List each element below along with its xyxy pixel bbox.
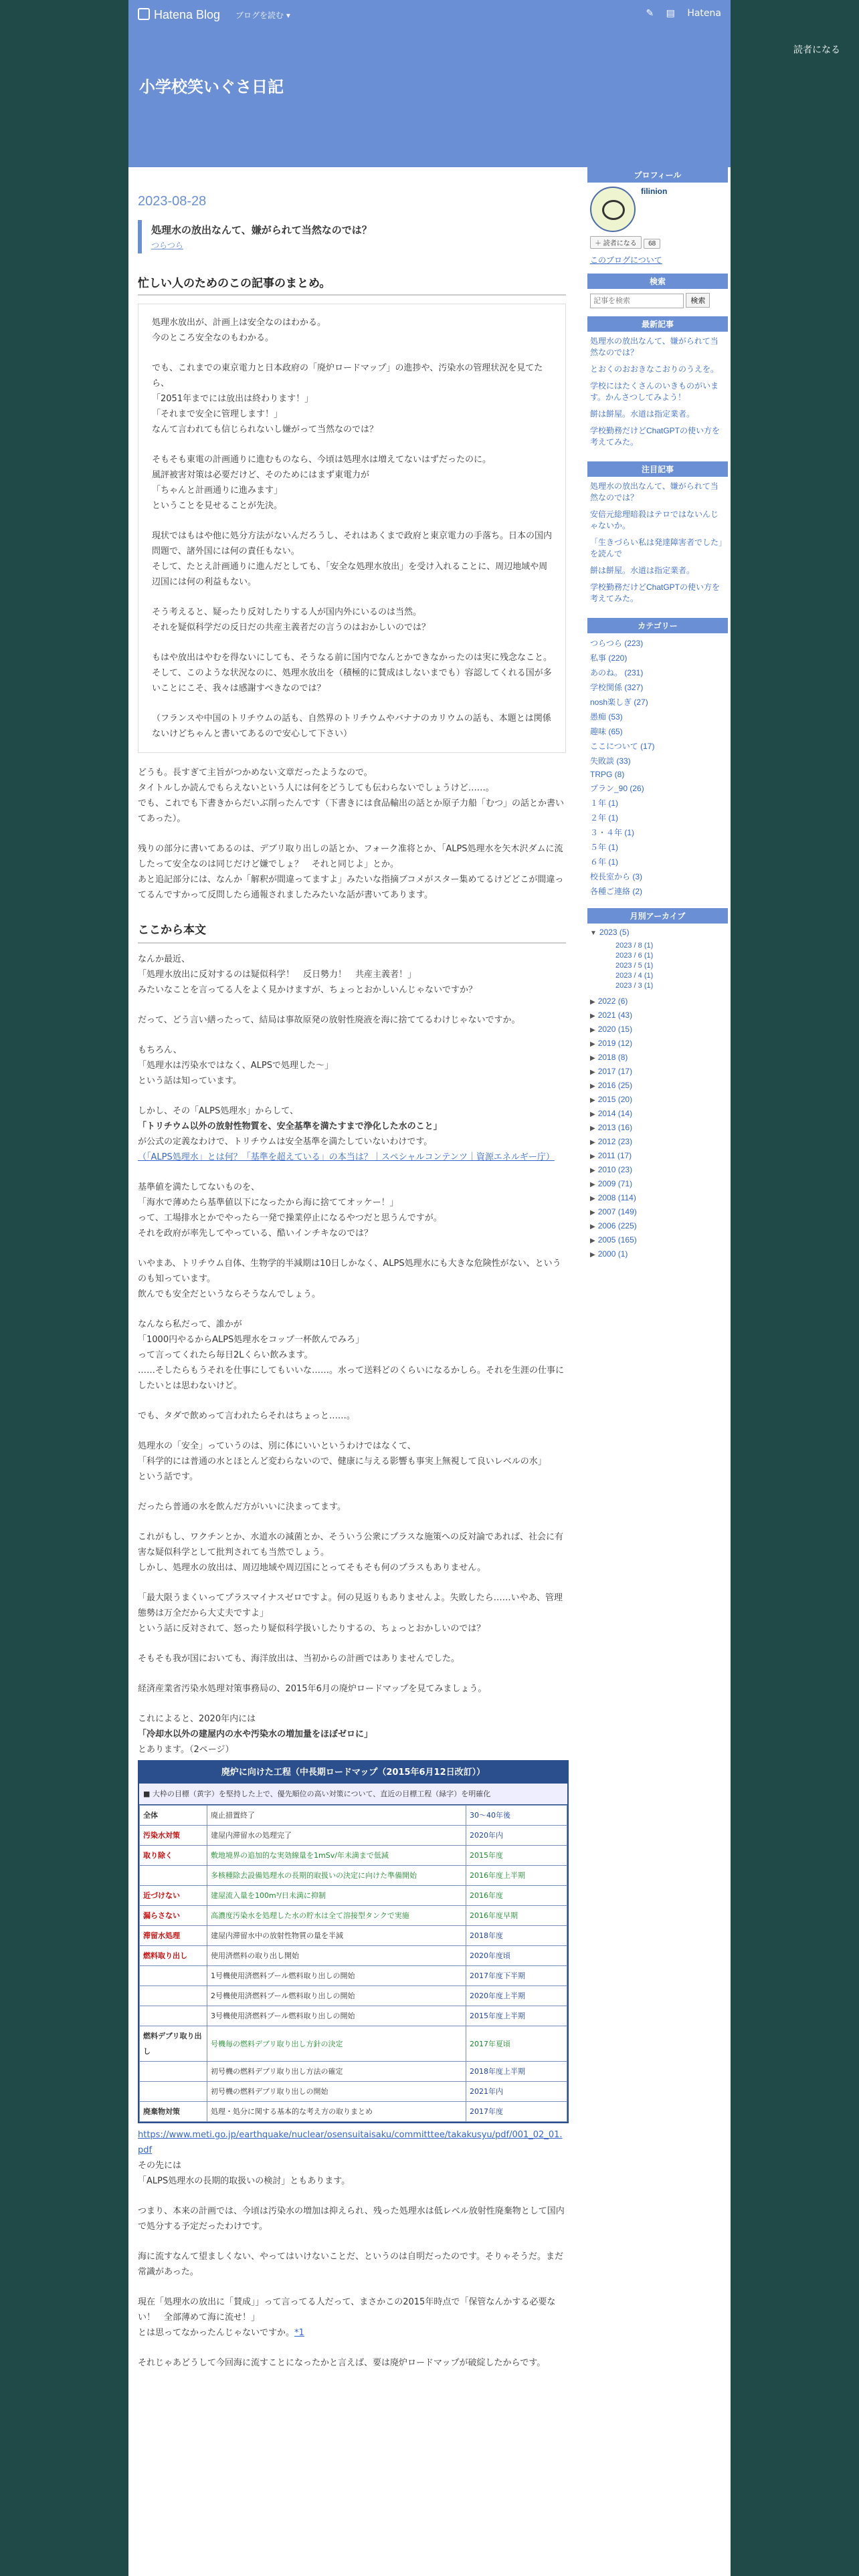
triangle-right-icon: ▶ — [590, 1237, 595, 1245]
category-item[interactable]: 愚痴 (53) — [590, 712, 623, 722]
roadmap-goal-text: 「冷却水以外の建屋内の水や汚染水の増加量をほぼゼロに」 — [138, 1729, 373, 1739]
body-paragraph: どうも。長すぎて主旨がつかめない文章だったようなので。 タイトルしか読んでもらえないという人には何をどうしても伝わらないでしょうけど……。 でも、これでも下書きからだいぶ削ったんです（下書きには食品輸出の話とか原子力船「むつ」の話とか書いてあった）。 — [138, 768, 565, 824]
roadmap-item: 2号機使用済燃料プール燃料取り出しの開始 — [207, 1986, 466, 2006]
triangle-right-icon: ▶ — [590, 1069, 595, 1076]
archive-year-label: 2017 (17) — [597, 1067, 633, 1076]
popular-heading: 注目記事 — [587, 461, 728, 477]
category-list — [587, 633, 728, 908]
recent-item[interactable]: 処理水の放出なんて、嫌がられて当然なのでは？ — [590, 336, 719, 357]
sidebar — [587, 167, 728, 1271]
roadmap-item: 使用済燃料の取り出し開始 — [207, 1946, 466, 1966]
triangle-right-icon: ▶ — [590, 1181, 595, 1188]
roadmap-row — [140, 2006, 567, 2026]
archive-year[interactable] — [590, 1193, 725, 1202]
roadmap-goal — [138, 1727, 566, 1742]
roadmap-section: 滞留水処理 — [140, 1926, 207, 1946]
roadmap-intro: これによると、2020年内には — [138, 1714, 256, 1724]
paragraph-text: 現在「処理水の放出に「賛成」」って言ってる人だって、まさかこの2015年時点で「保管なんかする必要ない！ 全部薄めて海に流せ！」 とは思ってなかったんじゃないですか。 — [138, 2297, 556, 2338]
blog-header — [128, 29, 731, 167]
roadmap-date: 30〜40年後 — [466, 1806, 567, 1826]
archive-year[interactable] — [590, 1235, 725, 1245]
body-paragraph: 残りの部分に書いてあるのは、デブリ取り出しの話とか、フォーク准将とか、「ALPS処理水を矢木沢ダムに流したって安全なのは同じだけど嫌でしょ？ それと同じよ」とか。 あと追記部分には、なんか「解釈が間違ってますよ」みたいな指摘ブコメがスター集めてるけどどこが間違ってるんですかって反問したら通報されましたみたいな話が書いてあります。 — [138, 844, 564, 900]
category-item[interactable]: 失敗談 (33) — [590, 756, 631, 766]
category-item[interactable]: あのね。 (231) — [590, 668, 644, 677]
archive-year[interactable] — [590, 1053, 725, 1062]
popular-item[interactable]: 処理水の放出なんて、嫌がられて当然なのでは？ — [590, 481, 719, 502]
roadmap-row — [140, 2102, 567, 2122]
roadmap-section — [140, 1966, 207, 1986]
recent-list — [587, 332, 728, 461]
archive-year[interactable] — [590, 1179, 725, 1188]
footnote-link[interactable]: *1 — [294, 2328, 304, 2338]
roadmap-date: 2021年内 — [466, 2082, 567, 2102]
archive-year[interactable] — [590, 1207, 725, 1216]
category-item[interactable]: ２年 (1) — [590, 813, 619, 823]
category-item[interactable]: プラン_90 (26) — [590, 784, 644, 793]
subscribe-side-button[interactable]: 読者になる — [793, 44, 840, 55]
hatena-blog-mark-icon — [138, 8, 150, 20]
body-paragraph: なんか最近、 「処理水放出に反対するのは疑似科学！ 反日勢力！ 共産主義者！」 みたいなことを言ってる人をよく見かけますが、ちょっとおかしいんじゃないですか？ — [138, 954, 478, 995]
alps-intro: しかし、その「ALPS処理水」からして、 — [138, 1106, 298, 1116]
archive-year-label: 2000 (1) — [597, 1249, 628, 1259]
entry-date[interactable]: 2023-08-28 — [138, 194, 207, 209]
roadmap-section: 燃料デブリ取り出し — [140, 2026, 207, 2062]
archive-year-label: 2018 (8) — [597, 1053, 628, 1062]
archive-year-label: 2013 (16) — [597, 1123, 633, 1132]
blog-title[interactable]: 小学校笑いぐさ日記 — [139, 78, 284, 96]
category-item[interactable]: ６年 (1) — [590, 857, 619, 867]
archive-year-label: 2015 (20) — [597, 1095, 633, 1104]
archive-year[interactable] — [590, 1067, 725, 1076]
roadmap-date: 2020年度上半期 — [466, 1986, 567, 2006]
roadmap-item: 3号機使用済燃料プール燃料取り出しの開始 — [207, 2006, 466, 2026]
body-paragraph: その先には 「ALPS処理水の長期的取扱いの検討」ともあります。 — [138, 2161, 351, 2186]
body-paragraph: 経済産業省汚染水処理対策事務局の、2015年6月の廃炉ロードマップを見てみましょう。 — [138, 1684, 487, 1694]
triangle-right-icon: ▶ — [590, 1097, 595, 1104]
roadmap-date: 2015年度 — [466, 1846, 567, 1866]
meti-pdf-link[interactable]: https://www.meti.go.jp/earthquake/nuclear/osensuitaisaku/committtee/takakusyu/pdf/001_02_01.pdf — [138, 2130, 563, 2155]
body-paragraph: それじゃあどうして今回海に流すことになったかと言えば、要は廃炉ロードマップが破綻したからです。 — [138, 2358, 546, 2368]
triangle-right-icon: ▶ — [590, 1041, 595, 1048]
category-item[interactable]: TRPG (8) — [590, 770, 625, 779]
roadmap-row — [140, 1946, 567, 1966]
popular-list — [587, 477, 728, 618]
triangle-right-icon: ▶ — [590, 1111, 595, 1118]
recent-item[interactable]: とおくのおおきなこおりのうえを。 — [590, 364, 719, 374]
roadmap-section — [140, 2006, 207, 2026]
roadmap-section: 近づけない — [140, 1886, 207, 1906]
body-paragraph: そもそも我が国においても、海洋放出は、当初からの計画ではありませんでした。 — [138, 1654, 460, 1664]
archive-year[interactable] — [590, 1165, 725, 1174]
archive-year-label: 2022 (6) — [597, 996, 628, 1006]
summary-box — [138, 304, 566, 753]
body-paragraph: もちろん、 「処理水は汚染水ではなく、ALPSで処理した〜」 という話は知っています。 — [138, 1045, 333, 1086]
roadmap-figure — [138, 1760, 569, 2123]
body-paragraph — [138, 1711, 566, 1727]
roadmap-row — [140, 1966, 567, 1986]
roadmap-row — [140, 1806, 567, 1826]
category-item[interactable]: ５年 (1) — [590, 843, 619, 852]
archive-year[interactable] — [590, 1025, 725, 1034]
roadmap-date: 2020年内 — [466, 1826, 567, 1846]
summary-paragraph: 現状ではもはや他に処分方法がないんだろうし、それはあくまで政府と東京電力の手落ち。日本の国内問題で、諸外国には何の責任もない。 そして、たとえ計画通りに進んだとしても、「安全な処理水放出」を受け入れることに、周辺地域や周辺国には何の利益もない。 — [152, 531, 553, 587]
alps-reference-link[interactable]: （「ALPS処理水」とは何？「基準を超えている」の本当は？｜スペシャルコンテンツ｜資源エネルギー庁） — [138, 1152, 555, 1162]
entry-category[interactable]: つらつら — [151, 241, 183, 250]
roadmap-section — [140, 1986, 207, 2006]
archive-year-label: 2009 (71) — [597, 1179, 633, 1188]
roadmap-item: 高濃度汚染水を処理した水の貯水は全て溶接型タンクで実施 — [207, 1906, 466, 1926]
roadmap-row — [140, 1886, 567, 1906]
archive-year[interactable] — [590, 996, 725, 1006]
profile-heading: プロフィール — [587, 167, 728, 183]
category-item[interactable]: 各種ご連絡 (2) — [590, 887, 643, 896]
archive-year-label: 2019 (12) — [597, 1039, 633, 1048]
archive-year-label: 2020 (15) — [597, 1025, 633, 1034]
popular-item[interactable]: 安倍元総理暗殺はテロではないんじゃないか。 — [590, 510, 719, 530]
archive-year-label: 2012 (23) — [597, 1137, 633, 1146]
roadmap-date: 2017年度下半期 — [466, 1966, 567, 1986]
body-paragraph: 処理水の「安全」っていうのは、別に体にいいというわけではなくて、 「科学的には普通の水とほとんど変わらないので、健康に与える影響も事実上無視して良いレベルの水」 という話です。 — [138, 1441, 547, 1482]
archive-list — [587, 924, 728, 1271]
archive-month[interactable]: 2023 / 8 (1) — [615, 942, 654, 950]
roadmap-section — [140, 2062, 207, 2082]
archive-year[interactable] — [590, 1123, 725, 1132]
roadmap-date: 2017年度 — [466, 2102, 567, 2122]
archive-year-label: 2007 (149) — [597, 1207, 637, 1216]
archive-year[interactable] — [590, 1221, 725, 1230]
category-item[interactable]: １年 (1) — [590, 798, 619, 808]
archive-year[interactable] — [590, 1095, 725, 1104]
body-paragraph: が公式の定義なわけで、トリチウムは安全基準を満たしていないわけです。 — [138, 1137, 433, 1147]
roadmap-row — [140, 1846, 567, 1866]
triangle-right-icon: ▶ — [590, 1139, 595, 1146]
subscriber-count: 68 — [644, 239, 660, 249]
popular-item[interactable]: 学校勤務だけどChatGPTの使い方を考えてみた。 — [590, 582, 721, 603]
body-paragraph: だったら普通の水を飲んだ方がいいに決まってます。 — [138, 1502, 346, 1512]
global-header — [128, 0, 731, 29]
roadmap-date: 2016年度上半期 — [466, 1866, 567, 1886]
category-item[interactable]: 私事 (220) — [590, 653, 628, 663]
archive-year[interactable] — [590, 1010, 725, 1020]
recent-item[interactable]: 学校勤務だけどChatGPTの使い方を考えてみた。 — [590, 426, 721, 447]
profile-name[interactable]: filinion — [641, 187, 668, 196]
roadmap-section: 漏らさない — [140, 1906, 207, 1926]
roadmap-section: 汚染水対策 — [140, 1826, 207, 1846]
roadmap-date: 2018年度 — [466, 1926, 567, 1946]
roadmap-item: 初号機の燃料デブリ取り出しの開始 — [207, 2082, 466, 2102]
body-paragraph: 「最大限うまくいってプラスマイナスゼロですよ。何の見返りもありませんよ。失敗したら……いやあ、管理態勢は万全だから大丈夫ですよ」 という話に反対されて、怒ったり疑似科学扱いしたりするの、ちょっとおかしいのでは？ — [138, 1593, 563, 1634]
roadmap-item: 1号機使用済燃料プール燃料取り出しの開始 — [207, 1966, 466, 1986]
roadmap-date: 2017年夏頃 — [466, 2026, 567, 2062]
body-paragraph: いやまあ、トリチウム自体、生物学的半減期は10日しかなく、ALPS処理水にも大きな危険性がない、というのも知っています。 飲んでも安全だというならそうなんでしょう。 — [138, 1259, 561, 1299]
subscribe-button[interactable]: ＋ 読者になる — [590, 236, 642, 249]
hatena-blog-logo[interactable] — [138, 8, 220, 22]
roadmap-item: 多核種除去設備処理水の長期的取扱いの決定に向けた準備開始 — [207, 1866, 466, 1886]
triangle-right-icon: ▶ — [590, 1153, 595, 1160]
roadmap-item: 建屋内滞留水中の放射性物質の量を半減 — [207, 1926, 466, 1946]
archive-year-label: 2008 (114) — [597, 1193, 636, 1202]
category-heading: カテゴリー — [587, 618, 728, 633]
archive-year[interactable] — [590, 1137, 725, 1146]
search-heading: 検索 — [587, 274, 728, 289]
summary-paragraph: （フランスや中国のトリチウムの話も、自然界のトリチウムやバナナのカリウムの話も、本題とは関係ないけどちゃんと書いてあるので安心して下さい） — [152, 714, 551, 739]
triangle-right-icon: ▶ — [590, 1012, 595, 1020]
roadmap-item: 初号機の燃料デブリ取り出し方法の確定 — [207, 2062, 466, 2082]
roadmap-title: 廃炉に向けた工程（中長期ロードマップ（2015年6月12日改訂）） — [139, 1761, 567, 1784]
category-item[interactable]: 校長室から (3) — [590, 872, 643, 881]
triangle-right-icon: ▶ — [590, 998, 595, 1006]
body-paragraph — [138, 1103, 566, 1119]
archive-year-label: 2010 (23) — [597, 1165, 633, 1174]
entry-header — [138, 220, 566, 253]
roadmap-date: 2016年度 — [466, 1886, 567, 1906]
triangle-right-icon: ▶ — [590, 1125, 595, 1132]
roadmap-item: 処理・処分に関する基本的な考え方の取りまとめ — [207, 2102, 466, 2122]
body-paragraph — [138, 2294, 566, 2341]
archive-year[interactable] — [590, 1081, 725, 1090]
recent-item[interactable]: 学校にはたくさんのいきものがいます。かんさつしてみよう！ — [590, 381, 719, 402]
archive-year-label: 2023 (5) — [599, 928, 630, 937]
category-item[interactable]: 学校関係 (327) — [590, 683, 644, 692]
roadmap-date: 2020年度頃 — [466, 1946, 567, 1966]
summary-paragraph: もはや放出はやむを得ないにしても、そうなる前に国内でなんとかできなかったのは実に残念なこと。 そして、このような状況なのに、処理水放出を（積極的に賛成はしないまでも）容認してくれる国が多いことにこそ、我々は感謝すべきなのでは？ — [152, 653, 553, 693]
profile-module — [587, 183, 728, 274]
category-item[interactable]: nosh楽しぎ (27) — [590, 697, 648, 707]
summary-heading: 忙しい人のためのこの記事のまとめ。 — [138, 274, 566, 296]
body-paragraph: とあります。（2ページ） — [138, 1745, 234, 1755]
category-item[interactable]: ここについて (17) — [590, 742, 655, 751]
popular-item[interactable]: 「生きづらい私は発達障害者でした」を読んで — [590, 538, 723, 558]
category-item[interactable]: ３・４年 (1) — [590, 828, 635, 837]
body-paragraph: なんなら私だって、誰かが 「1000円やるからALPS処理水をコップ一杯飲んでみろ」 って言ってくれたら毎日2Lくらい飲みます。 ……そしたらもうそれを仕事にしてもいいな……。水って送料どのくらいになるかしら。それを生涯の仕事にしたいとは思わないけど。 — [138, 1319, 565, 1391]
roadmap-row — [140, 2082, 567, 2102]
triangle-down-icon: ▼ — [590, 930, 597, 937]
read-blog-menu[interactable]: ブログを読む ▾ — [235, 11, 290, 20]
archive-month[interactable]: 2023 / 3 (1) — [615, 982, 654, 990]
body-paragraph: 基準値を満たしてないものを、 「海水で薄めたら基準値以下になったから海に捨ててオッケー！」 って、工場排水とかでやったら一発で操業停止になるやつだと思うんですが。 それを政府が率先してやっている、酷いインチキなのでは？ — [138, 1182, 442, 1239]
roadmap-row — [140, 1926, 567, 1946]
page-content — [128, 167, 731, 2576]
archive-year-label: 2016 (25) — [597, 1081, 633, 1090]
roadmap-row — [140, 1906, 567, 1926]
archive-year-label: 2021 (43) — [597, 1010, 633, 1020]
alps-definition — [138, 1119, 566, 1134]
entry-title[interactable]: 処理水の放出なんて、嫌がられて当然なのでは？ — [151, 224, 372, 236]
body-paragraph: でも、タダで飲めって言われたらそれはちょっと……。 — [138, 1411, 355, 1421]
roadmap-table — [139, 1805, 567, 2122]
summary-paragraph: でも、これまでの東京電力と日本政府の「廃炉ロードマップ」の進捗や、汚染水の管理状況を見てたら、 「2051年までには放出は終わります！」 「それまで安全に管理します！」 なんて言われても信じられないし嫌がって当然なのでは？ — [152, 363, 543, 435]
roadmap-row — [140, 1826, 567, 1846]
archive-year-open[interactable] — [590, 928, 725, 937]
roadmap-date: 2016年度早期 — [466, 1906, 567, 1926]
triangle-right-icon: ▶ — [590, 1223, 595, 1230]
body-paragraph: だって、どう言い繕ったって、結局は事故原発の放射性廃液を海に捨ててるわけじゃないですか。 — [138, 1015, 520, 1025]
roadmap-row — [140, 2062, 567, 2082]
search-input[interactable] — [590, 294, 684, 308]
roadmap-subtitle: ■ 大枠の目標（黄字）を堅持した上で、優先順位の高い対策について、直近の目標工程（緑字）を明確化 — [139, 1784, 567, 1805]
archive-heading: 月別アーカイブ — [587, 908, 728, 924]
roadmap-item: 廃止措置終了 — [207, 1806, 466, 1826]
archive-month[interactable]: 2023 / 4 (1) — [615, 972, 654, 980]
body-paragraph: つまり、本来の計画では、今頃は汚染水の増加は抑えられ、残った処理水は低レベル放射性廃棄物として国内で処分する予定だったわけです。 — [138, 2206, 565, 2232]
recent-item[interactable]: 餅は餅屋。水道は指定業者。 — [590, 409, 695, 419]
alps-definition-text: 「トリチウム以外の放射性物質を、安全基準を満たすまで浄化した水のこと」 — [138, 1121, 442, 1132]
summary-paragraph: 処理水放出が、計画上は安全なのはわかる。 今のところ安全なのもわかる。 — [152, 318, 326, 343]
archive-year[interactable] — [590, 1249, 725, 1259]
popular-item[interactable]: 餅は餅屋。水道は指定業者。 — [590, 566, 695, 575]
entry-body — [138, 765, 566, 2371]
triangle-right-icon: ▶ — [590, 1209, 595, 1216]
roadmap-section — [140, 1866, 207, 1886]
roadmap-section: 全体 — [140, 1806, 207, 1826]
archive-month[interactable]: 2023 / 5 (1) — [615, 962, 654, 970]
roadmap-row — [140, 1866, 567, 1886]
about-link[interactable]: このブログについて — [590, 255, 662, 265]
roadmap-section: 廃棄物対策 — [140, 2102, 207, 2122]
entry — [138, 194, 566, 2385]
summary-paragraph: そう考えると、疑ったり反対したりする人が国内外にいるのは当然。 それを疑似科学だの反日だの共産主義者だの言うのはおかしいのでは？ — [152, 607, 431, 633]
archive-year-label: 2014 (14) — [597, 1109, 633, 1118]
category-item[interactable]: 趣味 (65) — [590, 727, 623, 736]
summary-paragraph: そもそも東電の計画通りに進むものなら、今頃は処理水は増えてないはずだったのに。 風評被害対策は必要だけど、そのためにはまず東電力が 「ちゃんと計画通りに進みます」 ということを見せることが先決。 — [152, 455, 492, 511]
roadmap-item: 建屋内滞留水の処理完了 — [207, 1826, 466, 1846]
roadmap-section: 取り除く — [140, 1846, 207, 1866]
hatena-account-link[interactable]: Hatena — [687, 8, 721, 19]
triangle-right-icon: ▶ — [590, 1195, 595, 1202]
body-paragraph — [138, 1150, 566, 1165]
triangle-right-icon: ▶ — [590, 1027, 595, 1034]
triangle-right-icon: ▶ — [590, 1083, 595, 1090]
archive-year-label: 2005 (165) — [597, 1235, 637, 1245]
search-module — [587, 289, 728, 316]
archive-year-label: 2006 (225) — [597, 1221, 637, 1230]
body-paragraph — [138, 2127, 566, 2158]
archive-year-label: 2011 (17) — [597, 1151, 632, 1160]
archive-year[interactable] — [590, 1151, 725, 1160]
roadmap-section: 燃料取り出し — [140, 1946, 207, 1966]
triangle-right-icon: ▶ — [590, 1055, 595, 1062]
logo-text: Hatena Blog — [154, 8, 221, 21]
archive-year[interactable] — [590, 1109, 725, 1118]
roadmap-row — [140, 2026, 567, 2062]
search-button[interactable]: 検索 — [686, 293, 710, 308]
main-heading: ここから本文 — [138, 923, 566, 944]
roadmap-section — [140, 2082, 207, 2102]
body-paragraph: 海に流すなんて望ましくない、やってはいけないことだ、というのは自明だったのです。そりゃそうだ。まだ常識があった。 — [138, 2252, 563, 2277]
roadmap-date: 2018年度上半期 — [466, 2062, 567, 2082]
archive-month[interactable]: 2023 / 6 (1) — [615, 952, 654, 960]
recent-heading: 最新記事 — [587, 316, 728, 332]
category-item[interactable]: つらつら (223) — [590, 639, 644, 648]
roadmap-row — [140, 1986, 567, 2006]
roadmap-item: 建屋流入量を100m³/日未満に抑制 — [207, 1886, 466, 1906]
pencil-icon[interactable]: ✎ — [646, 8, 654, 19]
avatar[interactable] — [590, 187, 636, 232]
roadmap-date: 2015年度上半期 — [466, 2006, 567, 2026]
triangle-right-icon: ▶ — [590, 1251, 595, 1259]
body-paragraph: これがもし、ワクチンとか、水道水の減菌とか、そういう公衆にプラスな施策への反対論であれば、社会に有害な疑似科学として批判されても当然でしょう。 しかし、処理水の放出は、周辺地域や周辺国にとってそもそも何のプラスもありません。 — [138, 1532, 563, 1573]
archive-year[interactable] — [590, 1039, 725, 1048]
roadmap-item: 敷地境界の追加的な実効線量を1mSv/年未満まで低減 — [207, 1846, 466, 1866]
roadmap-item: 号機毎の燃料デブリ取り出し方針の決定 — [207, 2026, 466, 2062]
dashboard-icon[interactable]: ▤ — [666, 8, 675, 19]
triangle-right-icon: ▶ — [590, 1167, 595, 1174]
